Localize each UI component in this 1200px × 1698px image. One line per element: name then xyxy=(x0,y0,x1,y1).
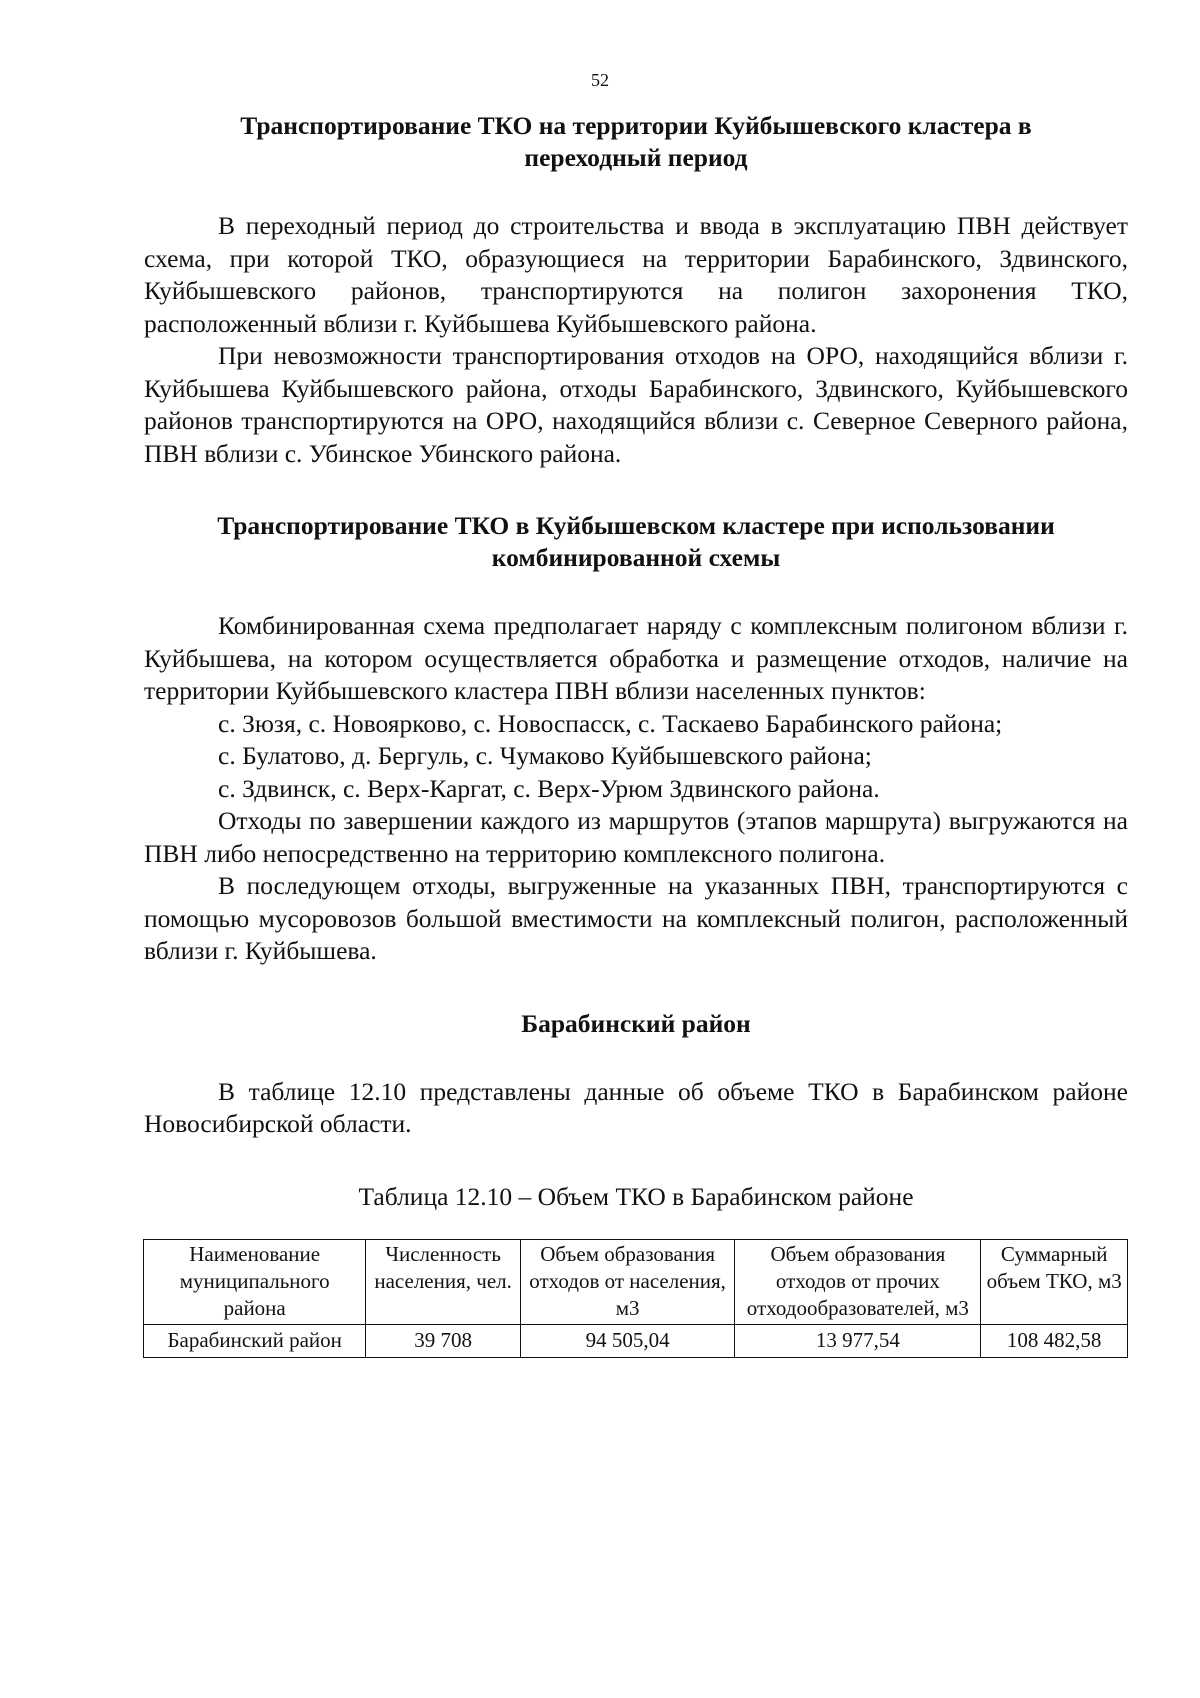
table-cell: 94 505,04 xyxy=(520,1324,735,1357)
paragraph: При невозможности транспортирования отходов на ОРО, находящийся вблизи г. Куйбышева Куйбышевского района, отходы Барабинского, Здвинского, Куйбышевского районов транспортируются на ОРО, находящийся вблизи с. Северное Северного района, ПВН вблизи с. Убинское Убинского района. xyxy=(144,341,1128,468)
section-heading: Барабинский район xyxy=(521,1008,751,1038)
section-heading-line2: переходный период xyxy=(524,143,748,172)
list-item: с. Зюзя, с. Новоярково, с. Новоспасск, с. Таскаево Барабинского района; xyxy=(218,708,1003,738)
section-heading-line1: Транспортирование ТКО на территории Куйбышевского кластера в xyxy=(240,111,1032,140)
paragraph: В таблице 12.10 представлены данные об объеме ТКО в Барабинском районе Новосибирской области. xyxy=(144,1076,1128,1138)
section-barabinsky-district xyxy=(144,1008,1128,1358)
table-caption: Таблица 12.10 – Объем ТКО в Барабинском районе xyxy=(358,1181,914,1211)
paragraph: В последующем отходы, выгруженные на указанных ПВН, транспортируются с помощью мусоровозов большой вместимости на комплексный полигон, расположенный вблизи г. Куйбышева. xyxy=(144,871,1128,965)
table-cell: 108 482,58 xyxy=(981,1324,1128,1357)
paragraph: В переходный период до строительства и ввода в эксплуатацию ПВН действует схема, при которой ТКО, образующиеся на территории Барабинского, Здвинского, Куйбышевского районов, транспортируются на полигон захоронения ТКО, расположенный вблизи г. Куйбышева Куйбышевского района. xyxy=(144,211,1128,338)
table-header-row xyxy=(144,1239,1128,1324)
table-row xyxy=(144,1324,1128,1357)
tko-volume-table xyxy=(143,1239,1128,1358)
column-header: Наименование муниципального района xyxy=(144,1239,366,1324)
table-cell: Барабинский район xyxy=(144,1324,366,1357)
column-header: Объем образования отходов от прочих отходообразователей, м3 xyxy=(735,1239,981,1324)
section-combined-scheme xyxy=(144,510,1128,968)
section-transition-period xyxy=(144,110,1128,470)
paragraph: Комбинированная схема предполагает наряду с комплексным полигоном вблизи г. Куйбышева, на котором осуществляется обработка и размещение отходов, наличие на территории Куйбышевского кластера ПВН вблизи населенных пунктов: xyxy=(144,611,1128,705)
list-item: с. Здвинск, с. Верх-Каргат, с. Верх-Урюм Здвинского района. xyxy=(218,773,880,803)
section-heading xyxy=(144,110,1128,174)
page-content xyxy=(144,110,1128,1358)
list-item: с. Булатово, д. Бергуль, с. Чумаково Куйбышевского района; xyxy=(218,741,872,770)
section-heading xyxy=(144,510,1128,574)
page-number: 52 xyxy=(591,70,609,90)
table-cell: 13 977,54 xyxy=(735,1324,981,1357)
column-header: Объем образования отходов от населения, м3 xyxy=(520,1239,735,1324)
paragraph: Отходы по завершении каждого из маршрутов (этапов маршрута) выгружаются на ПВН либо непосредственно на территорию комплексного полигона. xyxy=(144,806,1128,868)
section-heading-line2: комбинированной схемы xyxy=(491,543,781,572)
section-heading-line1: Транспортирование ТКО в Куйбышевском кластере при использовании xyxy=(217,511,1055,540)
column-header: Суммарный объем ТКО, м3 xyxy=(981,1239,1128,1324)
table-cell: 39 708 xyxy=(366,1324,520,1357)
column-header: Численность населения, чел. xyxy=(366,1239,520,1324)
